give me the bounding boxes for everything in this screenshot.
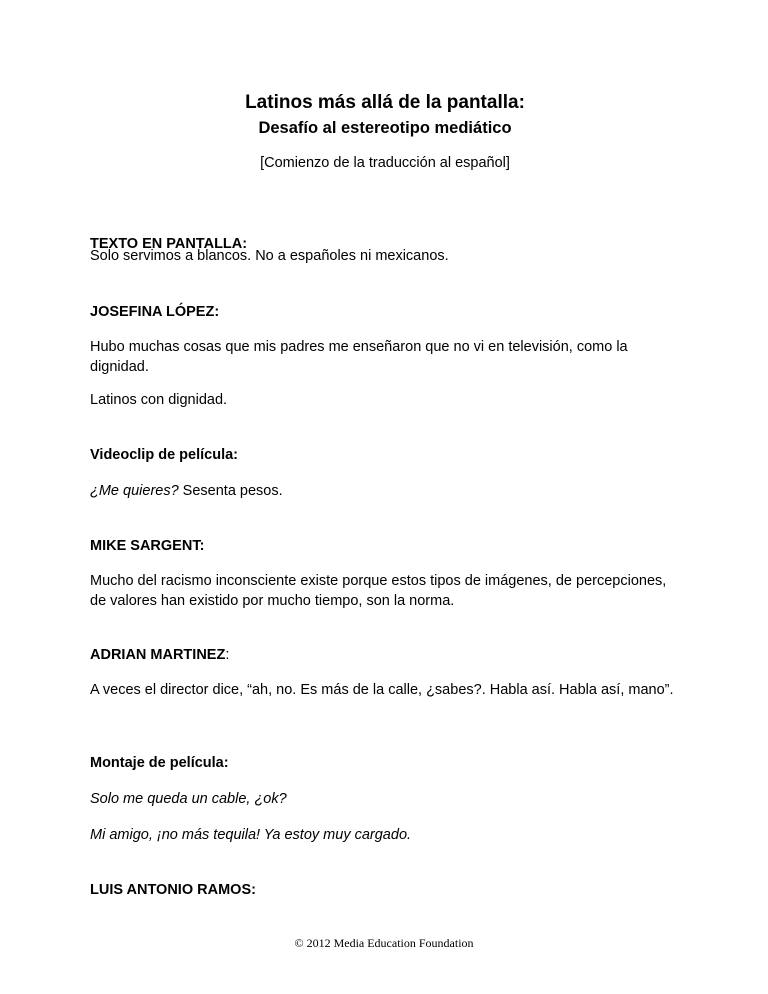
transcript-line: A veces el director dice, “ah, no. Es más de la calle, ¿sabes?. Habla así. Habla así, mano”.	[90, 682, 674, 698]
speaker-label	[90, 645, 680, 665]
document-title: Latinos más allá de la pantalla:	[245, 92, 525, 113]
speaker-name: ADRIAN MARTINEZ	[90, 647, 226, 663]
transcript-line: Hubo muchas cosas que mis padres me enseñaron que no vi en televisión, como la dignidad.	[90, 339, 628, 375]
translation-note: [Comienzo de la traducción al español]	[260, 155, 510, 171]
transcript-line: Latinos con dignidad.	[90, 392, 228, 408]
speaker-label: JOSEFINA LÓPEZ:	[90, 304, 220, 320]
transcript-line	[90, 481, 680, 501]
speaker-label: MIKE SARGENT:	[90, 538, 205, 554]
speaker-colon: :	[225, 647, 230, 663]
transcript-line: Mi amigo, ¡no más tequila! Ya estoy muy cargado.	[90, 827, 412, 843]
speaker-label: Videoclip de película:	[90, 447, 238, 463]
transcript-line: Solo servimos a blancos. No a españoles ni mexicanos.	[90, 248, 449, 264]
speaker-label: LUIS ANTONIO RAMOS:	[90, 882, 256, 898]
quote-rest: Sesenta pesos.	[178, 483, 283, 499]
transcript-line: Mucho del racismo inconsciente existe porque estos tipos de imágenes, de percepciones, de valores han existido por mucho tiempo, son la norma.	[90, 573, 667, 609]
quote-italic: ¿Me quieres?	[90, 483, 179, 499]
copyright-footer: © 2012 Media Education Foundation	[294, 936, 474, 950]
transcript-line: Solo me queda un cable, ¿ok?	[90, 791, 287, 807]
document-subtitle: Desafío al estereotipo mediático	[258, 119, 512, 137]
speaker-label: Montaje de película:	[90, 755, 229, 771]
speaker-label: TEXTO EN PANTALLA:	[90, 236, 248, 252]
